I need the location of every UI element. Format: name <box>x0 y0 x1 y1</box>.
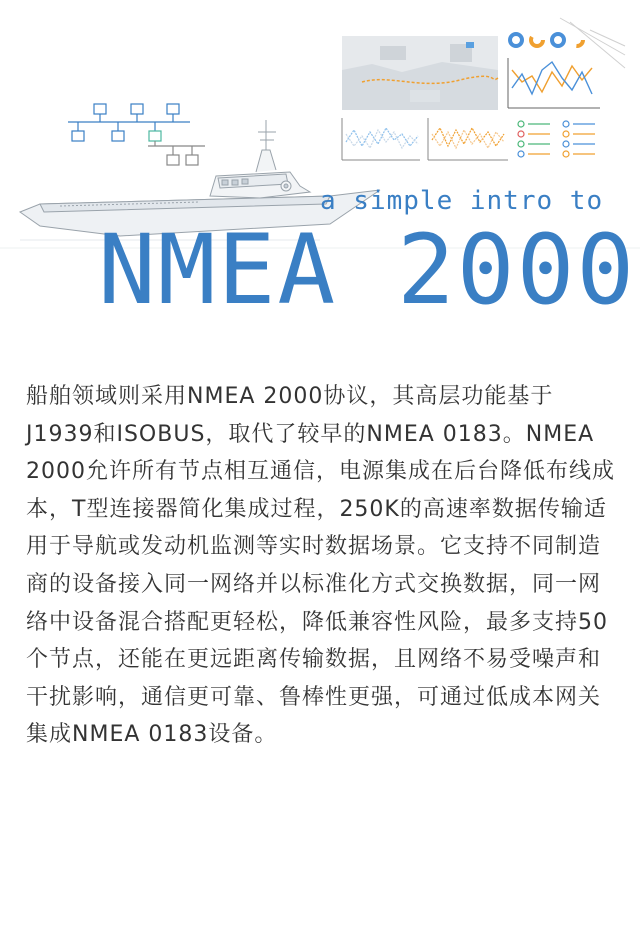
line-chart-panel <box>508 58 600 108</box>
article-body <box>26 378 618 754</box>
hero-subtitle: a simple intro to <box>320 186 604 216</box>
checklist-panel <box>518 121 595 157</box>
hero-banner <box>0 0 640 340</box>
donut-icon <box>510 34 583 46</box>
hero-title: NMEA 2000 <box>98 214 637 326</box>
circuit-decoration <box>560 18 625 68</box>
line-chart-panel <box>342 118 420 160</box>
line-chart-panel <box>428 118 508 160</box>
network-topology-icon <box>68 104 205 165</box>
map-panel <box>342 36 498 110</box>
article-paragraph: 船舶领域则采用NMEA 2000协议，其高层功能基于J1939和ISOBUS，取代了较早的NMEA 0183。NMEA 2000允许所有节点相互通信，电源集成在后台降低布线成本，T型连接器简化集成过程，250K的高速率数据传输适用于导航或发动机监测等实时数据场景。它支持不同制造商的设备接入同一网络并以标准化方式交换数据，同一网络中设备混合搭配更轻松，降低兼容性风险，最多支持50个节点，还能在更远距离传输数据，且网络不易受噪声和干扰影响，通信更可靠、鲁棒性更强，可通过低成本网关集成NMEA 0183设备。 <box>26 384 615 748</box>
